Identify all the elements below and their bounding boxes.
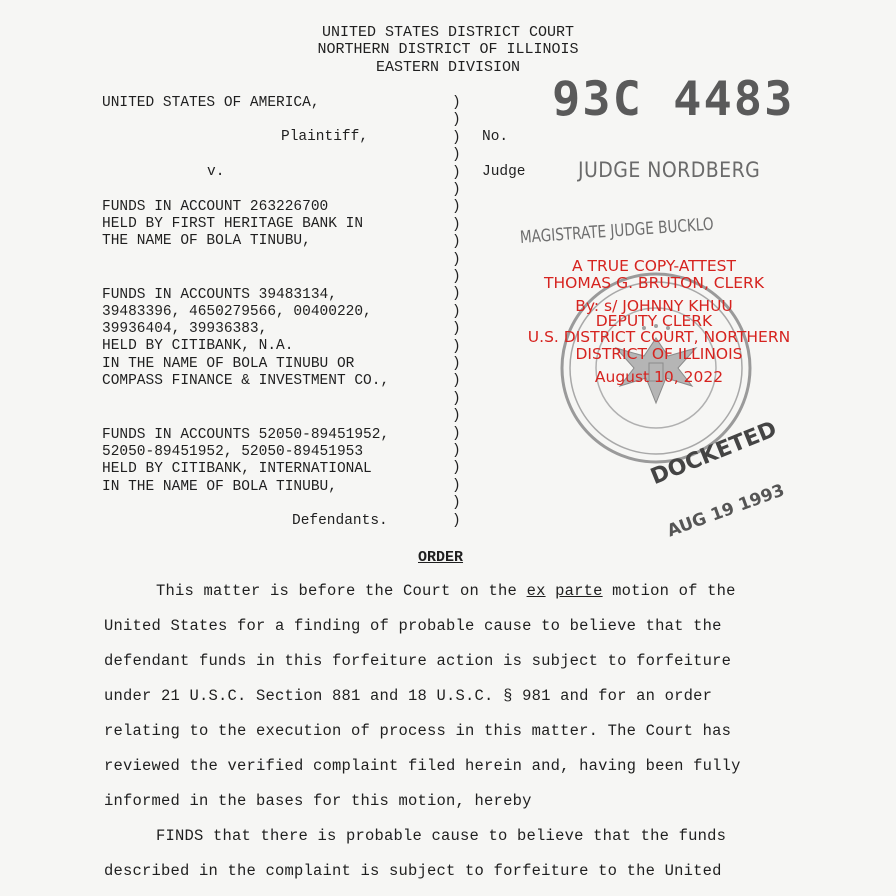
caption-parenthesis: ) <box>452 95 461 111</box>
certified-copy-line-1: A TRUE COPY-ATTEST <box>572 257 736 275</box>
defendant-1-line-2: HELD BY FIRST HERITAGE BANK IN <box>102 216 364 232</box>
caption-parenthesis: ) <box>452 460 461 477</box>
caption-parenthesis: ) <box>452 234 461 251</box>
certified-copy-line-4: DEPUTY CLERK <box>595 312 713 330</box>
court-name: UNITED STATES DISTRICT COURT <box>321 24 575 41</box>
caption-parenthesis: ) <box>452 164 461 181</box>
caption-parenthesis: ) <box>452 356 461 372</box>
caption-parenthesis: ) <box>452 443 461 459</box>
caption-parenthesis: ) <box>452 199 461 216</box>
order-paragraph-2-line-1: FINDS that there is probable cause to believe that the funds <box>156 827 727 845</box>
ex-term: ex <box>526 582 546 600</box>
judge-name-stamp: JUDGE NORDBERG <box>578 158 761 182</box>
caption-parenthesis: ) <box>452 286 461 303</box>
order-title: ORDER <box>418 549 464 566</box>
text-segment <box>546 582 556 600</box>
caption-parenthesis: ) <box>452 373 461 390</box>
caption-parenthesis: ) <box>452 425 461 442</box>
caption-parenthesis: ) <box>452 182 461 198</box>
district-name: NORTHERN DISTRICT OF ILLINOIS <box>317 41 579 58</box>
defendant-3-line-3: HELD BY CITIBANK, INTERNATIONAL <box>102 461 372 477</box>
caption-parenthesis: ) <box>452 251 461 268</box>
certified-copy-date: August 10, 2022 <box>594 368 724 386</box>
order-paragraph-1-line-7: informed in the bases for this motion, hereby <box>104 792 532 810</box>
parte-term: parte <box>555 582 603 600</box>
magistrate-judge-stamp: MAGISTRATE JUDGE BUCKLO <box>519 214 715 248</box>
defendant-1-line-3: THE NAME OF BOLA TINUBU, <box>102 233 311 249</box>
order-paragraph-1-line-4: under 21 U.S.C. Section 881 and 18 U.S.C. § 981 and for an order <box>104 687 713 705</box>
caption-parenthesis: ) <box>452 129 461 146</box>
defendant-2-line-5: IN THE NAME OF BOLA TINUBU OR <box>102 356 355 372</box>
defendant-2-line-6: COMPASS FINANCE & INVESTMENT CO., <box>102 373 390 389</box>
defendant-2-line-4: HELD BY CITIBANK, N.A. <box>102 338 294 354</box>
versus: v. <box>207 164 225 180</box>
order-paragraph-2-line-2: described in the complaint is subject to forfeiture to the United <box>104 862 722 880</box>
caption-parenthesis: ) <box>452 338 461 355</box>
certified-copy-line-5: U.S. DISTRICT COURT, NORTHERN <box>527 328 791 346</box>
text-segment: motion of the <box>602 582 736 600</box>
caption-parenthesis: ) <box>452 512 461 529</box>
order-paragraph-1-line-1 <box>156 583 736 600</box>
defendant-2-line-1: FUNDS IN ACCOUNTS 39483134, <box>102 287 337 303</box>
caption-parenthesis: ) <box>452 269 461 285</box>
case-number-stamp: 93C 4483 <box>552 72 795 127</box>
caption-parenthesis: ) <box>452 390 461 407</box>
certified-copy-line-2: THOMAS G. BRUTON, CLERK <box>544 274 764 292</box>
judge-label: Judge <box>482 164 526 180</box>
defendant-3-line-1: FUNDS IN ACCOUNTS 52050-89451952, <box>102 427 390 443</box>
caption-parenthesis: ) <box>452 321 461 338</box>
division-name: EASTERN DIVISION <box>375 59 521 76</box>
plaintiff-role: Plaintiff, <box>281 129 369 145</box>
defendants-role: Defendants. <box>292 513 388 529</box>
caption-parenthesis: ) <box>452 408 461 425</box>
docketed-date: AUG 19 1993 <box>664 480 788 542</box>
order-paragraph-1-line-6: reviewed the verified complaint filed herein and, having been fully <box>104 757 741 775</box>
defendant-3-line-2: 52050-89451952, 52050-89451953 <box>102 444 364 460</box>
caption-parenthesis: ) <box>452 112 461 129</box>
case-no-label: No. <box>482 129 509 145</box>
text-segment: This matter is before the Court on the <box>156 582 527 600</box>
caption-parenthesis: ) <box>452 216 461 233</box>
order-paragraph-1-line-3: defendant funds in this forfeiture action is subject to forfeiture <box>104 652 732 670</box>
certified-copy-line-6: DISTRICT OF ILLINOIS <box>575 345 743 363</box>
order-paragraph-1-line-2: United States for a finding of probable cause to believe that the <box>104 617 722 635</box>
caption-parenthesis: ) <box>452 147 461 164</box>
caption-parenthesis: ) <box>452 477 461 494</box>
docketed-stamp: DOCKETED <box>647 416 781 491</box>
defendant-3-line-4: IN THE NAME OF BOLA TINUBU, <box>102 479 337 495</box>
order-paragraph-1-line-5: relating to the execution of process in this matter. The Court has <box>104 722 732 740</box>
plaintiff-name: UNITED STATES OF AMERICA, <box>102 95 320 111</box>
caption-parenthesis: ) <box>452 303 461 320</box>
defendant-1-line-1: FUNDS IN ACCOUNT 263226700 <box>102 199 329 215</box>
certified-copy-line-3: By: s/ JOHNNY KHUU <box>575 297 733 315</box>
defendant-2-line-3: 39936404, 39936383, <box>102 321 268 337</box>
caption-parenthesis: ) <box>452 495 461 512</box>
defendant-2-line-2: 39483396, 4650279566, 00400220, <box>102 304 372 320</box>
